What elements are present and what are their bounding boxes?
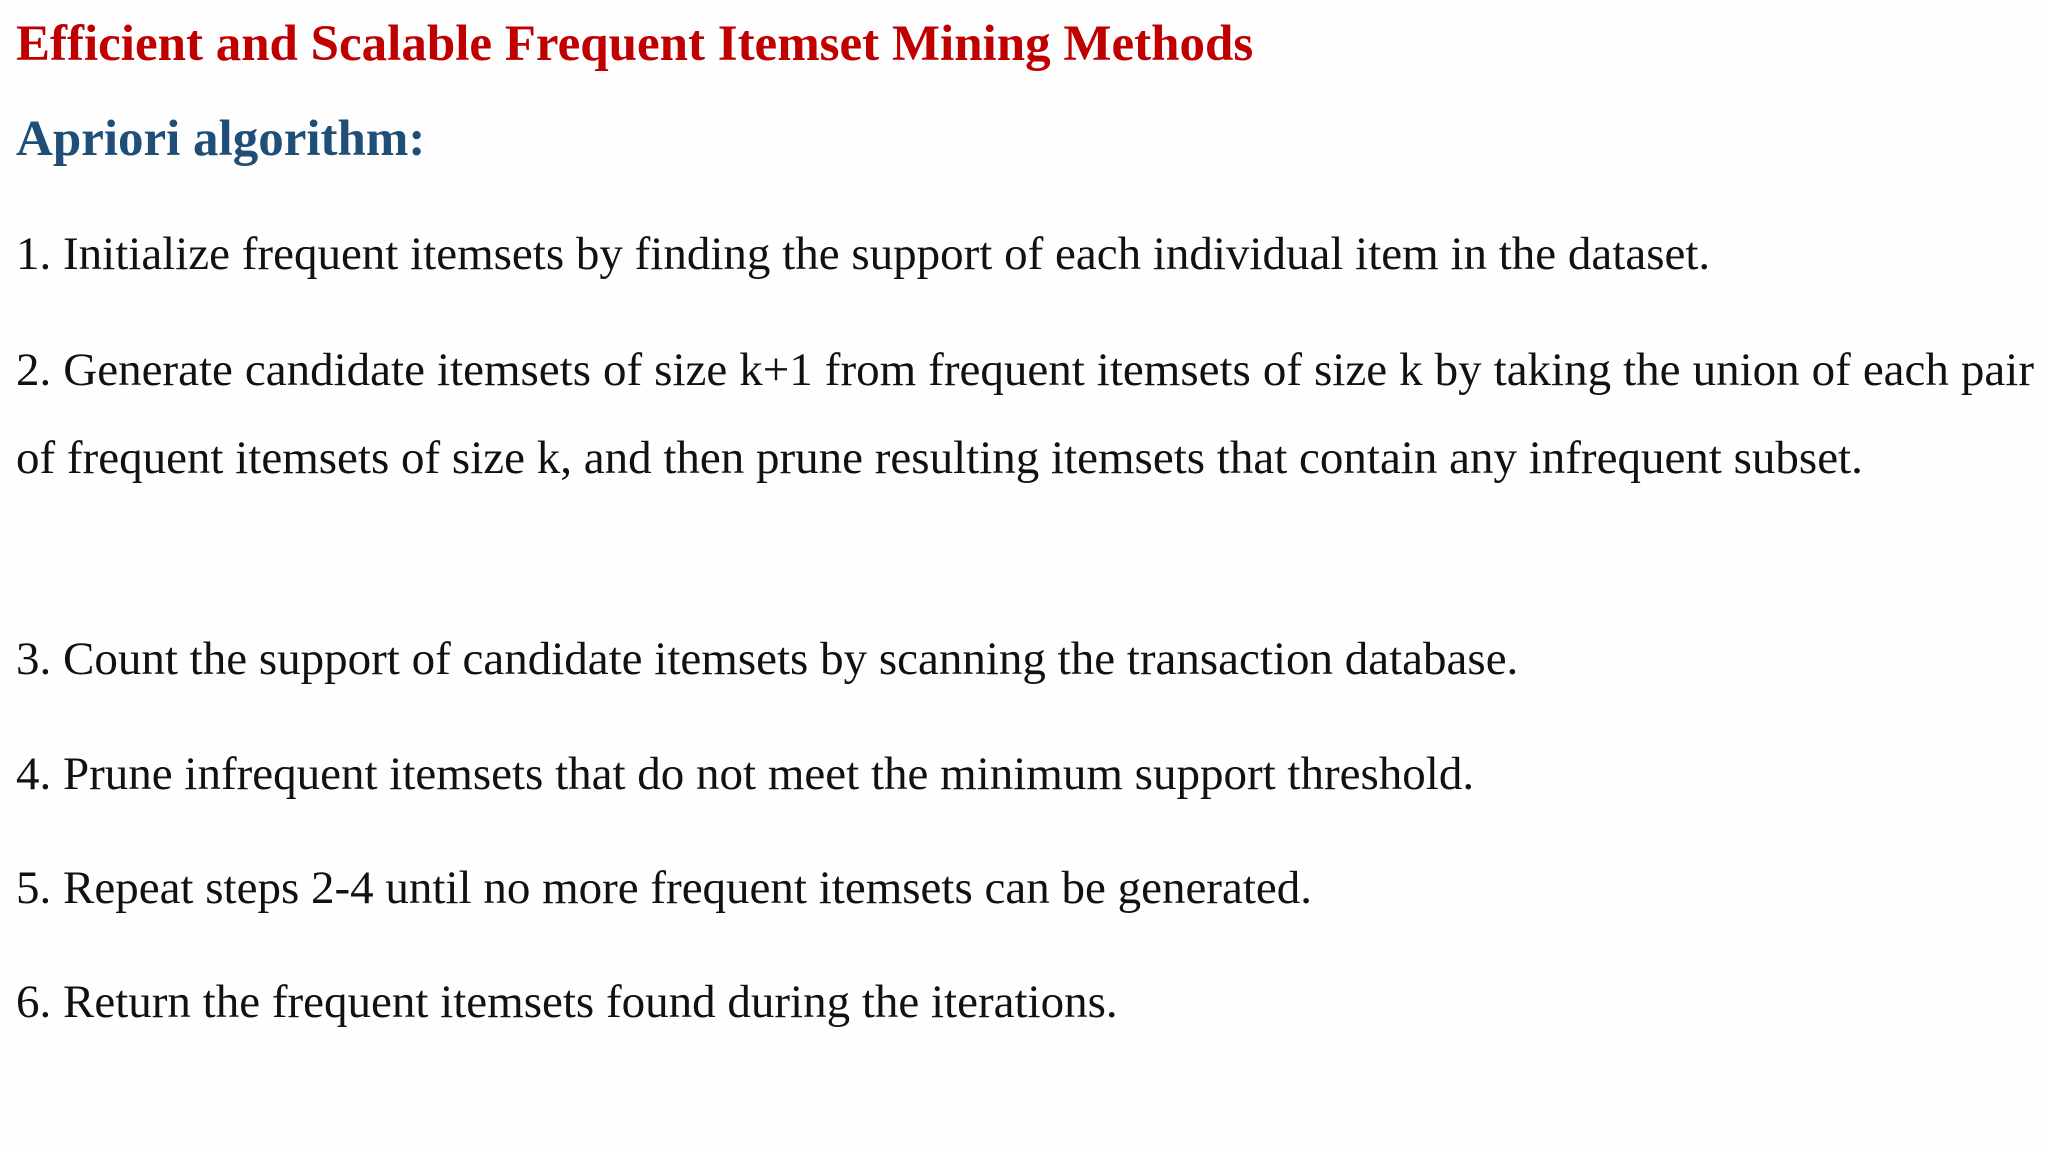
- algorithm-heading: Apriori algorithm:: [16, 111, 426, 167]
- step-5-text: 5. Repeat steps 2-4 until no more frequent itemsets can be generated.: [16, 862, 1312, 914]
- step-3-text: 3. Count the support of candidate itemsets by scanning the transaction database.: [16, 633, 1519, 685]
- step-6-text: 6. Return the frequent itemsets found during the iterations.: [16, 976, 1118, 1028]
- step-4-text: 4. Prune infrequent itemsets that do not meet the minimum support threshold.: [16, 748, 1475, 800]
- step-2-text: 2. Generate candidate itemsets of size k+1 from frequent itemsets of size k by taking the union of each pair of frequent itemsets of size k, and then prune resulting itemsets that contain any infrequent subset.: [16, 344, 2034, 484]
- step-1-text: 1. Initialize frequent itemsets by finding the support of each individual item in the dataset.: [16, 228, 1711, 280]
- slide-title: Efficient and Scalable Frequent Itemset Mining Methods: [16, 16, 1254, 72]
